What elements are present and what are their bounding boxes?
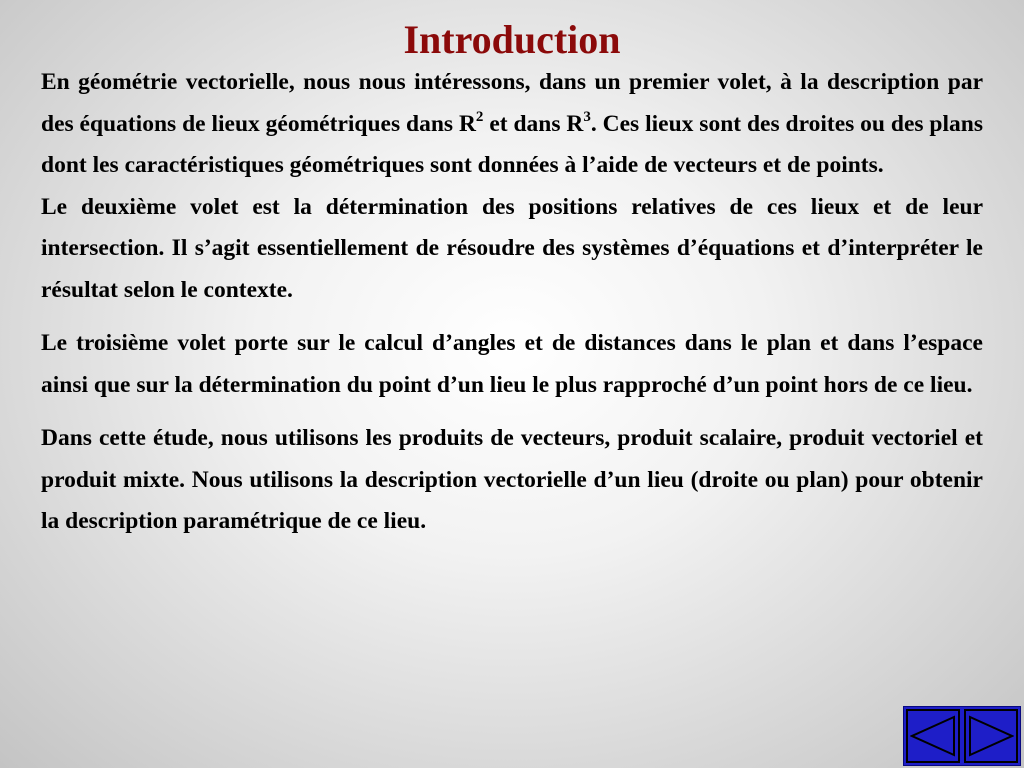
paragraph-1 (41, 62, 983, 187)
slide-body (41, 62, 983, 543)
superscript-3: 3 (583, 108, 591, 125)
paragraph-1-text-a: En géométrie vectorielle, nous nous intéressons, dans un premier volet, à la description par des équations de lieux géométriques dans R (41, 69, 983, 137)
paragraph-1-text-c: . Ces lieux sont des droites ou des plans dont les caractéristiques géométriques sont données à l’aide de vecteurs et de points. (41, 110, 983, 178)
paragraph-4: Dans cette étude, nous utilisons les produits de vecteurs, produit scalaire, produit vectoriel et produit mixte. Nous utilisons la description vectorielle d’un lieu (droite ou plan) pour obtenir la description paramétrique de ce lieu. (41, 425, 983, 534)
triangle-right-icon (968, 715, 1014, 757)
paragraph-3: Le troisième volet porte sur le calcul d’angles et de distances dans le plan et dans l’espace ainsi que sur la détermination du point d’un lieu le plus rapproché d’un point hors de ce lieu. (41, 330, 983, 398)
superscript-2: 2 (475, 108, 484, 125)
previous-slide-button[interactable] (906, 709, 960, 763)
next-slide-button[interactable] (964, 709, 1018, 763)
paragraph-1-text-b: et dans R (483, 110, 584, 137)
triangle-left-icon (910, 715, 956, 757)
navigation-panel (903, 706, 1021, 766)
paragraph-2: Le deuxième volet est la détermination des positions relatives de ces lieux et de leur intersection. Il s’agit essentiellement de résoudre des systèmes d’équations et d’interpréter le résultat selon le contexte. (41, 193, 983, 303)
slide-title: Introduction (403, 17, 621, 62)
